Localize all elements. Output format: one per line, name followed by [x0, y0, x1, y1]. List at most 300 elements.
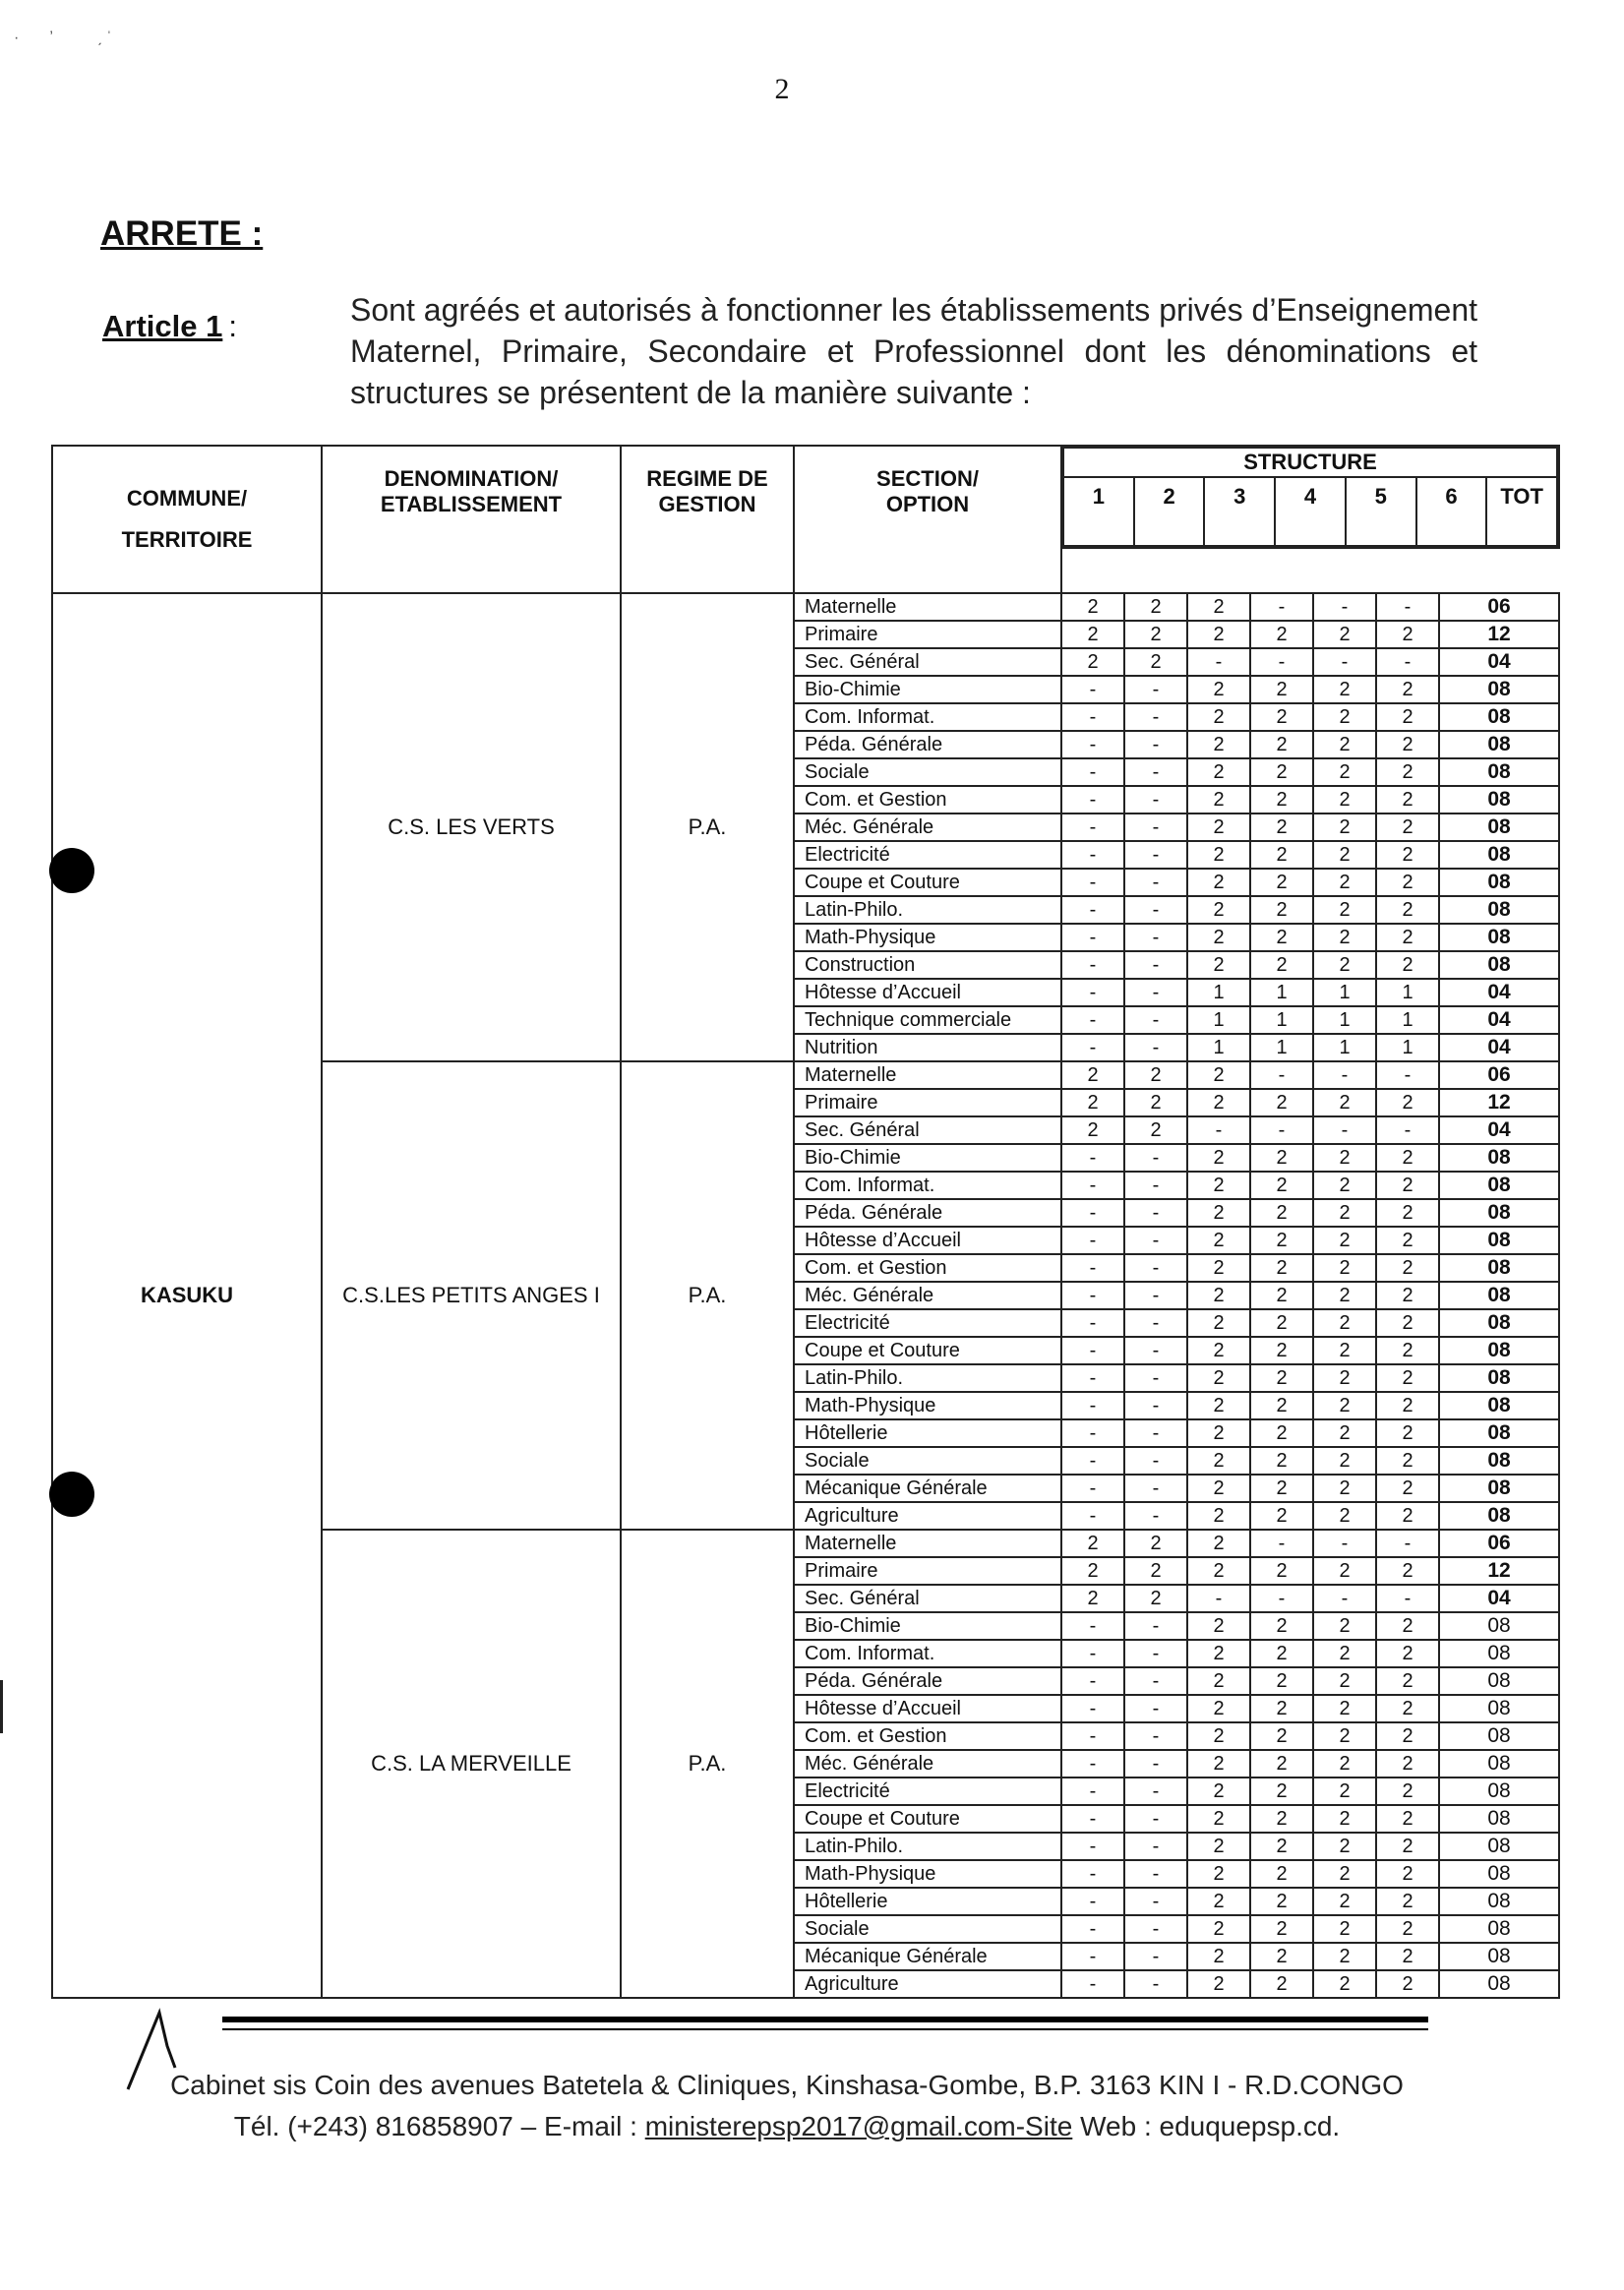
school-name-cell: C.S. LA MERVEILLE — [322, 1530, 621, 1998]
structure-value-3: 2 — [1187, 1089, 1250, 1116]
total-cell: 08 — [1439, 1667, 1559, 1695]
structure-value-1: - — [1061, 1144, 1124, 1172]
structure-value-2: 2 — [1124, 593, 1187, 621]
total-cell: 04 — [1439, 979, 1559, 1006]
structure-value-3: 2 — [1187, 1172, 1250, 1199]
structure-value-4: 2 — [1250, 1227, 1313, 1254]
total-cell: 12 — [1439, 1557, 1559, 1585]
structure-value-4: - — [1250, 593, 1313, 621]
structure-value-6: 2 — [1376, 1337, 1439, 1364]
header-regime-line: REGIME DE — [646, 466, 768, 491]
structure-value-6: 2 — [1376, 1695, 1439, 1722]
structure-value-2: - — [1124, 676, 1187, 703]
structure-value-3: 2 — [1187, 1943, 1250, 1970]
structure-value-5: 2 — [1313, 1447, 1376, 1475]
structure-value-2: - — [1124, 841, 1187, 869]
section-cell: Péda. Générale — [794, 731, 1061, 758]
structure-value-5: 2 — [1313, 1778, 1376, 1805]
section-cell: Agriculture — [794, 1970, 1061, 1998]
structure-value-6: 2 — [1376, 703, 1439, 731]
regime-cell: P.A. — [621, 1061, 794, 1530]
total-cell: 08 — [1439, 1778, 1559, 1805]
structure-value-5: 2 — [1313, 1309, 1376, 1337]
structure-value-2: 2 — [1124, 648, 1187, 676]
section-cell: Péda. Générale — [794, 1199, 1061, 1227]
structure-col-5: 5 — [1346, 477, 1416, 546]
structure-value-5: 2 — [1313, 786, 1376, 814]
section-cell: Com. et Gestion — [794, 1722, 1061, 1750]
structure-value-1: 2 — [1061, 1585, 1124, 1612]
structure-value-6: 2 — [1376, 1447, 1439, 1475]
structure-value-5: 2 — [1313, 1144, 1376, 1172]
structure-value-5: 2 — [1313, 1392, 1376, 1419]
structure-value-1: - — [1061, 1309, 1124, 1337]
structure-value-3: 2 — [1187, 786, 1250, 814]
total-cell: 08 — [1439, 1833, 1559, 1860]
section-cell: Com. et Gestion — [794, 1254, 1061, 1282]
footer-phone: Tél. (+243) 816858907 – E-mail : — [233, 2111, 645, 2141]
structure-value-5: 2 — [1313, 1833, 1376, 1860]
structure-value-6: 2 — [1376, 1227, 1439, 1254]
section-cell: Sociale — [794, 1447, 1061, 1475]
section-cell: Sec. Général — [794, 1585, 1061, 1612]
structure-value-3: 2 — [1187, 1860, 1250, 1888]
structure-value-1: - — [1061, 1667, 1124, 1695]
total-cell: 08 — [1439, 1722, 1559, 1750]
structure-value-1: 2 — [1061, 1116, 1124, 1144]
header-denomination — [322, 446, 621, 593]
structure-value-2: 2 — [1124, 1061, 1187, 1089]
structure-value-3: 2 — [1187, 703, 1250, 731]
structure-value-2: - — [1124, 1805, 1187, 1833]
structure-value-3: 2 — [1187, 1667, 1250, 1695]
structure-value-5: 2 — [1313, 758, 1376, 786]
structure-value-3: 2 — [1187, 1199, 1250, 1227]
structure-value-2: - — [1124, 1970, 1187, 1998]
structure-value-6: 2 — [1376, 1970, 1439, 1998]
total-cell: 04 — [1439, 1116, 1559, 1144]
scan-edge-mark — [0, 1680, 3, 1733]
structure-value-3: 2 — [1187, 731, 1250, 758]
structure-value-1: - — [1061, 1695, 1124, 1722]
structure-value-6: 2 — [1376, 896, 1439, 924]
structure-value-2: 2 — [1124, 621, 1187, 648]
footer-web: Web : eduquepsp.cd. — [1072, 2111, 1341, 2141]
structure-col-2: 2 — [1134, 477, 1205, 546]
structure-value-2: - — [1124, 869, 1187, 896]
structure-value-6: 2 — [1376, 1805, 1439, 1833]
section-cell: Com. Informat. — [794, 703, 1061, 731]
structure-value-6: 2 — [1376, 621, 1439, 648]
structure-value-5: 2 — [1313, 1943, 1376, 1970]
structure-value-3: 1 — [1187, 1034, 1250, 1061]
section-cell: Hôtellerie — [794, 1888, 1061, 1915]
total-cell: 08 — [1439, 841, 1559, 869]
section-cell: Construction — [794, 951, 1061, 979]
total-cell: 08 — [1439, 951, 1559, 979]
structure-value-4: 1 — [1250, 979, 1313, 1006]
structure-value-6: 2 — [1376, 1860, 1439, 1888]
structure-value-1: - — [1061, 951, 1124, 979]
structure-value-4: 2 — [1250, 786, 1313, 814]
total-cell: 08 — [1439, 896, 1559, 924]
section-cell: Electricité — [794, 1778, 1061, 1805]
section-cell: Electricité — [794, 1309, 1061, 1337]
total-cell: 08 — [1439, 1364, 1559, 1392]
structure-value-2: - — [1124, 1172, 1187, 1199]
header-structure — [1061, 446, 1559, 548]
structure-value-6: 2 — [1376, 1199, 1439, 1227]
structure-value-5: 2 — [1313, 1089, 1376, 1116]
structure-value-3: 2 — [1187, 758, 1250, 786]
structure-value-4: - — [1250, 1061, 1313, 1089]
structure-col-1: 1 — [1063, 477, 1134, 546]
structure-value-5: 2 — [1313, 1667, 1376, 1695]
article-label — [102, 309, 237, 344]
structure-value-6: 2 — [1376, 1640, 1439, 1667]
structure-value-5: 2 — [1313, 1970, 1376, 1998]
structure-value-2: - — [1124, 1337, 1187, 1364]
total-cell: 06 — [1439, 593, 1559, 621]
structure-value-1: - — [1061, 1722, 1124, 1750]
total-cell: 08 — [1439, 676, 1559, 703]
structure-value-4: 2 — [1250, 1943, 1313, 1970]
structure-value-6: 2 — [1376, 1943, 1439, 1970]
structure-value-4: 2 — [1250, 621, 1313, 648]
total-cell: 06 — [1439, 1530, 1559, 1557]
structure-value-3: 2 — [1187, 1475, 1250, 1502]
structure-value-2: - — [1124, 703, 1187, 731]
total-cell: 04 — [1439, 648, 1559, 676]
school-name-cell: C.S. LES VERTS — [322, 593, 621, 1061]
section-cell: Mécanique Générale — [794, 1943, 1061, 1970]
structure-value-1: - — [1061, 1254, 1124, 1282]
structure-value-1: - — [1061, 1915, 1124, 1943]
arrete-heading: ARRETE : — [100, 214, 264, 253]
total-cell: 12 — [1439, 1089, 1559, 1116]
structure-value-3: 2 — [1187, 1309, 1250, 1337]
total-cell: 08 — [1439, 703, 1559, 731]
structure-value-5: 2 — [1313, 1475, 1376, 1502]
structure-value-5: 2 — [1313, 1888, 1376, 1915]
total-cell: 08 — [1439, 1502, 1559, 1530]
structure-value-4: 2 — [1250, 1089, 1313, 1116]
structure-value-6: - — [1376, 1116, 1439, 1144]
structure-value-6: 2 — [1376, 841, 1439, 869]
structure-value-2: 2 — [1124, 1557, 1187, 1585]
structure-value-2: - — [1124, 1475, 1187, 1502]
section-cell: Nutrition — [794, 1034, 1061, 1061]
total-cell: 08 — [1439, 1447, 1559, 1475]
section-cell: Méc. Générale — [794, 1282, 1061, 1309]
structure-value-1: - — [1061, 1778, 1124, 1805]
section-cell: Péda. Générale — [794, 1667, 1061, 1695]
structure-value-1: - — [1061, 1943, 1124, 1970]
structure-value-2: - — [1124, 1392, 1187, 1419]
structure-value-5: 2 — [1313, 731, 1376, 758]
structure-value-3: 2 — [1187, 1061, 1250, 1089]
structure-value-6: 2 — [1376, 1833, 1439, 1860]
structure-value-2: - — [1124, 1447, 1187, 1475]
structure-value-5: 1 — [1313, 979, 1376, 1006]
structure-value-3: 2 — [1187, 1144, 1250, 1172]
structure-col-6: 6 — [1416, 477, 1487, 546]
section-cell: Agriculture — [794, 1502, 1061, 1530]
structure-value-1: - — [1061, 1447, 1124, 1475]
structure-value-4: 2 — [1250, 1860, 1313, 1888]
section-cell: Com. Informat. — [794, 1172, 1061, 1199]
structure-value-6: - — [1376, 593, 1439, 621]
total-cell: 08 — [1439, 758, 1559, 786]
regime-cell: P.A. — [621, 1530, 794, 1998]
structure-value-1: - — [1061, 758, 1124, 786]
structure-value-5: 2 — [1313, 841, 1376, 869]
structure-value-2: - — [1124, 924, 1187, 951]
total-cell: 08 — [1439, 1805, 1559, 1833]
structure-value-5: 2 — [1313, 1612, 1376, 1640]
structure-value-5: 2 — [1313, 621, 1376, 648]
structure-value-3: 2 — [1187, 1833, 1250, 1860]
structure-value-2: - — [1124, 1915, 1187, 1943]
total-cell: 08 — [1439, 1943, 1559, 1970]
total-cell: 08 — [1439, 1144, 1559, 1172]
structure-value-4: 1 — [1250, 1034, 1313, 1061]
structure-value-1: - — [1061, 1970, 1124, 1998]
structure-value-3: 2 — [1187, 1805, 1250, 1833]
header-section — [794, 446, 1061, 593]
structure-title: STRUCTURE — [1063, 448, 1557, 477]
structure-value-2: - — [1124, 1254, 1187, 1282]
structure-value-2: - — [1124, 1419, 1187, 1447]
section-cell: Méc. Générale — [794, 814, 1061, 841]
structure-value-6: 2 — [1376, 1254, 1439, 1282]
structure-value-2: - — [1124, 1833, 1187, 1860]
structure-value-6: 1 — [1376, 1006, 1439, 1034]
structure-value-3: 2 — [1187, 1282, 1250, 1309]
structure-value-2: - — [1124, 1888, 1187, 1915]
structure-value-2: - — [1124, 1282, 1187, 1309]
article-text: Sont agréés et autorisés à fonctionner les établissements privés d’Enseignement Maternel, Primaire, Secondaire et Professionnel dont les dénominations et structures se présentent de la manière suivante : — [350, 292, 1477, 410]
footer-contact — [148, 2111, 1426, 2142]
header-denomination-line: ETABLISSEMENT — [380, 492, 563, 516]
structure-value-6: - — [1376, 1061, 1439, 1089]
structure-value-3: 2 — [1187, 1695, 1250, 1722]
total-cell: 08 — [1439, 1199, 1559, 1227]
structure-value-4: 2 — [1250, 1695, 1313, 1722]
page-number: 2 — [774, 73, 790, 105]
structure-value-1: - — [1061, 731, 1124, 758]
total-cell: 08 — [1439, 1475, 1559, 1502]
header-section-line: OPTION — [885, 492, 970, 516]
structure-value-2: - — [1124, 1199, 1187, 1227]
structure-value-6: - — [1376, 648, 1439, 676]
structure-value-5: 2 — [1313, 896, 1376, 924]
structure-value-4: 2 — [1250, 731, 1313, 758]
structure-value-4: 2 — [1250, 1970, 1313, 1998]
structure-value-4: 2 — [1250, 924, 1313, 951]
section-cell: Maternelle — [794, 1530, 1061, 1557]
structure-value-4: 2 — [1250, 869, 1313, 896]
header-commune-line: TERRITOIRE — [121, 527, 253, 552]
structure-value-4: 2 — [1250, 1144, 1313, 1172]
structure-value-5: 2 — [1313, 1557, 1376, 1585]
structure-value-4: 2 — [1250, 758, 1313, 786]
header-row — [52, 446, 1559, 548]
structure-value-2: - — [1124, 1502, 1187, 1530]
section-cell: Primaire — [794, 1089, 1061, 1116]
structure-value-6: 2 — [1376, 1667, 1439, 1695]
structure-value-4: 2 — [1250, 1667, 1313, 1695]
structure-value-3: - — [1187, 1116, 1250, 1144]
structure-value-3: 2 — [1187, 1227, 1250, 1254]
structure-value-4: 2 — [1250, 814, 1313, 841]
structure-value-4: 2 — [1250, 1199, 1313, 1227]
structure-value-1: 2 — [1061, 1061, 1124, 1089]
structure-value-5: 2 — [1313, 1502, 1376, 1530]
structure-value-2: 2 — [1124, 1089, 1187, 1116]
structure-value-4: - — [1250, 1585, 1313, 1612]
structure-value-4: 2 — [1250, 1447, 1313, 1475]
structure-value-6: 2 — [1376, 924, 1439, 951]
section-cell: Latin-Philo. — [794, 896, 1061, 924]
structure-value-6: 2 — [1376, 814, 1439, 841]
section-cell: Com. et Gestion — [794, 786, 1061, 814]
total-cell: 08 — [1439, 1254, 1559, 1282]
structure-value-6: 2 — [1376, 676, 1439, 703]
structure-value-5: 2 — [1313, 814, 1376, 841]
total-cell: 08 — [1439, 1860, 1559, 1888]
structure-value-6: 2 — [1376, 1309, 1439, 1337]
structure-value-5: 1 — [1313, 1006, 1376, 1034]
total-cell: 08 — [1439, 924, 1559, 951]
structure-value-5: 2 — [1313, 1805, 1376, 1833]
structure-value-6: 2 — [1376, 1282, 1439, 1309]
section-cell: Coupe et Couture — [794, 869, 1061, 896]
section-cell: Math-Physique — [794, 924, 1061, 951]
total-cell: 08 — [1439, 1888, 1559, 1915]
structure-value-6: 2 — [1376, 1172, 1439, 1199]
structure-value-1: - — [1061, 1337, 1124, 1364]
structure-value-6: 1 — [1376, 979, 1439, 1006]
structure-value-5: 2 — [1313, 1172, 1376, 1199]
structure-value-5: 2 — [1313, 924, 1376, 951]
section-cell: Latin-Philo. — [794, 1833, 1061, 1860]
structure-value-3: 2 — [1187, 1722, 1250, 1750]
section-cell: Math-Physique — [794, 1392, 1061, 1419]
structure-value-1: - — [1061, 1199, 1124, 1227]
structure-value-3: 2 — [1187, 814, 1250, 841]
section-cell: Mécanique Générale — [794, 1475, 1061, 1502]
total-cell: 04 — [1439, 1585, 1559, 1612]
structure-value-5: - — [1313, 1116, 1376, 1144]
structure-value-3: 2 — [1187, 841, 1250, 869]
structure-value-4: 2 — [1250, 1502, 1313, 1530]
scan-marks: · ʼ ˏ ˈ — [14, 30, 112, 46]
header-commune-line: COMMUNE/ — [126, 486, 248, 511]
structure-value-4: - — [1250, 648, 1313, 676]
structure-value-5: - — [1313, 593, 1376, 621]
header-regime-line: GESTION — [658, 492, 756, 516]
structure-value-6: 2 — [1376, 1778, 1439, 1805]
structure-value-2: - — [1124, 951, 1187, 979]
structure-value-5: 2 — [1313, 951, 1376, 979]
structure-value-1: - — [1061, 1502, 1124, 1530]
structure-value-1: 2 — [1061, 1089, 1124, 1116]
structure-value-6: 2 — [1376, 731, 1439, 758]
structure-value-5: 1 — [1313, 1034, 1376, 1061]
structure-value-4: 2 — [1250, 1778, 1313, 1805]
structure-value-5: 2 — [1313, 676, 1376, 703]
article-number: Article 1 — [102, 309, 223, 343]
total-cell: 08 — [1439, 1695, 1559, 1722]
structure-value-6: 2 — [1376, 1089, 1439, 1116]
total-cell: 04 — [1439, 1006, 1559, 1034]
total-cell: 12 — [1439, 621, 1559, 648]
total-cell: 08 — [1439, 869, 1559, 896]
structure-value-3: 2 — [1187, 1530, 1250, 1557]
section-cell: Bio-Chimie — [794, 676, 1061, 703]
structure-value-3: - — [1187, 648, 1250, 676]
structure-value-6: 2 — [1376, 1144, 1439, 1172]
structure-value-6: 2 — [1376, 786, 1439, 814]
structure-value-3: - — [1187, 1585, 1250, 1612]
footer-rule-thick — [222, 2017, 1428, 2022]
header-commune — [52, 446, 322, 593]
structure-value-3: 2 — [1187, 951, 1250, 979]
footer-email-link[interactable]: ministerepsp2017@gmail.com-Site — [644, 2111, 1073, 2141]
structure-value-2: - — [1124, 786, 1187, 814]
structure-value-2: 2 — [1124, 1116, 1187, 1144]
structure-value-1: - — [1061, 1282, 1124, 1309]
structure-value-6: - — [1376, 1530, 1439, 1557]
structure-value-6: 1 — [1376, 1034, 1439, 1061]
structure-value-3: 2 — [1187, 1364, 1250, 1392]
structure-value-1: - — [1061, 1006, 1124, 1034]
structure-value-6: 2 — [1376, 951, 1439, 979]
structure-value-3: 2 — [1187, 676, 1250, 703]
section-cell: Sociale — [794, 1915, 1061, 1943]
structure-value-1: - — [1061, 1833, 1124, 1860]
total-cell: 08 — [1439, 1750, 1559, 1778]
structure-value-1: - — [1061, 703, 1124, 731]
structure-value-6: - — [1376, 1585, 1439, 1612]
structure-value-4: 2 — [1250, 1419, 1313, 1447]
structure-value-5: 2 — [1313, 1199, 1376, 1227]
total-cell: 08 — [1439, 786, 1559, 814]
structure-value-5: 2 — [1313, 703, 1376, 731]
structure-value-6: 2 — [1376, 1475, 1439, 1502]
structure-value-3: 2 — [1187, 924, 1250, 951]
structure-value-5: 2 — [1313, 1254, 1376, 1282]
structure-value-2: - — [1124, 1640, 1187, 1667]
structure-value-2: - — [1124, 1667, 1187, 1695]
footer-address: Cabinet sis Coin des avenues Batetela & Cliniques, Kinshasa-Gombe, B.P. 3163 KIN I - R.D.CONGO — [170, 2070, 1404, 2100]
structure-value-6: 2 — [1376, 1750, 1439, 1778]
structure-value-4: 2 — [1250, 1915, 1313, 1943]
structure-value-1: 2 — [1061, 1557, 1124, 1585]
structure-value-4: 2 — [1250, 676, 1313, 703]
structure-value-3: 2 — [1187, 1778, 1250, 1805]
structure-value-1: - — [1061, 979, 1124, 1006]
commune-cell: KASUKU — [52, 593, 322, 1998]
structure-value-3: 2 — [1187, 1392, 1250, 1419]
structure-value-5: 2 — [1313, 1282, 1376, 1309]
structure-value-5: 2 — [1313, 1722, 1376, 1750]
structure-value-3: 2 — [1187, 1915, 1250, 1943]
structure-value-1: - — [1061, 896, 1124, 924]
structure-value-1: - — [1061, 676, 1124, 703]
total-cell: 08 — [1439, 1172, 1559, 1199]
